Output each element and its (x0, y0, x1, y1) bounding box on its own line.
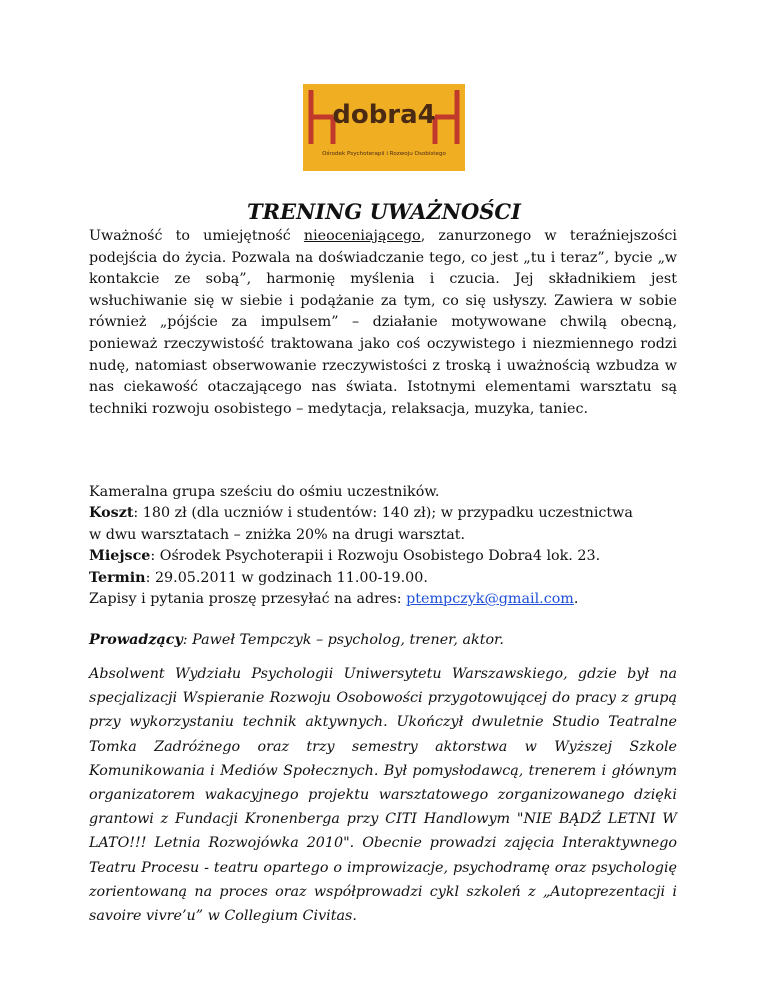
cost-value: : 180 zł (dla uczniów i studentów: 140 zł); w przypadku uczestnictwa (133, 505, 633, 522)
page-title: TRENING UWAŻNOŚCI (247, 199, 521, 224)
place-line (89, 546, 689, 567)
date-line (89, 568, 689, 589)
intro-after: , zanurzonego w teraźniejszości podejścia do życia. Pozwala na doświadczanie tego, co jest „tu i teraz”, bycie „w kontakcie ze sobą”, harmonię myślenia i czucia. Jej składnikiem jest wsłuchiwanie się w siebie i podążanie za tym, co się usłyszy. Zawiera w sobie również „pójście za impulsem” – działanie motywowane chwilą obecną, ponieważ rzeczywistość traktowana jako coś oczywistego i niezmiennego rodzi nudę, natomiast obserwowanie rzeczywistości z troską i uważnością wzbudza w nas ciekawość otaczającego nas świata. Istotnymi elementami warsztatu są techniki rozwoju osobistego – medytacja, relaksacja, muzyka, taniec. (89, 228, 677, 417)
leader-value: : Paweł Tempczyk – psycholog, trener, aktor. (182, 632, 504, 648)
place-value: : Ośrodek Psychoterapii i Rozwoju Osobistego Dobra4 lok. 23. (150, 548, 601, 565)
place-label: Miejsce (89, 548, 151, 565)
cost-discount-line: w dwu warsztatach – zniżka 20% na drugi warsztat. (89, 526, 466, 543)
signup-end: . (573, 591, 579, 608)
cost-label: Koszt (89, 505, 134, 522)
workshop-details (89, 482, 689, 610)
group-size-line: Kameralna grupa sześciu do ośmiu uczestników. (89, 484, 440, 500)
date-label: Termin (89, 569, 146, 586)
dobra4-logo (303, 84, 465, 171)
intro-paragraph (89, 226, 677, 420)
date-value: : 29.05.2011 w godzinach 11.00-19.00. (145, 569, 428, 586)
logo-name: dobra4 (332, 100, 436, 130)
logo-subtitle: Ośrodek Psychoterapii i Rozwoju Osobistego (322, 151, 446, 157)
signup-line (89, 589, 689, 610)
intro-underlined-word: nieoceniającego (303, 228, 421, 244)
email-link[interactable]: ptempczyk@gmail.com (406, 591, 574, 608)
leader-label: Prowadzący (89, 632, 183, 648)
cost-line (89, 503, 689, 524)
leader-line (89, 632, 504, 648)
signup-text: Zapisy i pytania proszę przesyłać na adres: (89, 591, 407, 608)
leader-bio: Absolwent Wydziału Psychologii Uniwersytetu Warszawskiego, gdzie był na specjalizacji Wspieranie Rozwoju Osobowości przygotowującej do pracy z grupą przy wykorzystaniu technik aktywnych. Ukończył dwuletnie Studio Teatralne Tomka Zadróżnego oraz trzy semestry aktorstwa w Wyższej Szkole Komunikowania i Mediów Społecznych. Był pomysłodawcą, trenerem i głównym organizatorem wakacyjnego projektu warsztatowego zorganizowanego dzięki grantowi z Fundacji Kronenberga przy CITI Handlowym "NIE BĄDŹ LETNI W LATO!!! Letnia Rozwojówka 2010". Obecnie prowadzi zajęcia Interaktywnego Teatru Procesu - teatru opartego o improwizacje, psychodramę oraz psychologię zorientowaną na proces oraz współprowadzi cykl szkoleń z „Autoprezentacji i savoire vivre’u” w Collegium Civitas. (89, 666, 677, 925)
intro-before: Uważność to umiejętność (89, 228, 304, 244)
